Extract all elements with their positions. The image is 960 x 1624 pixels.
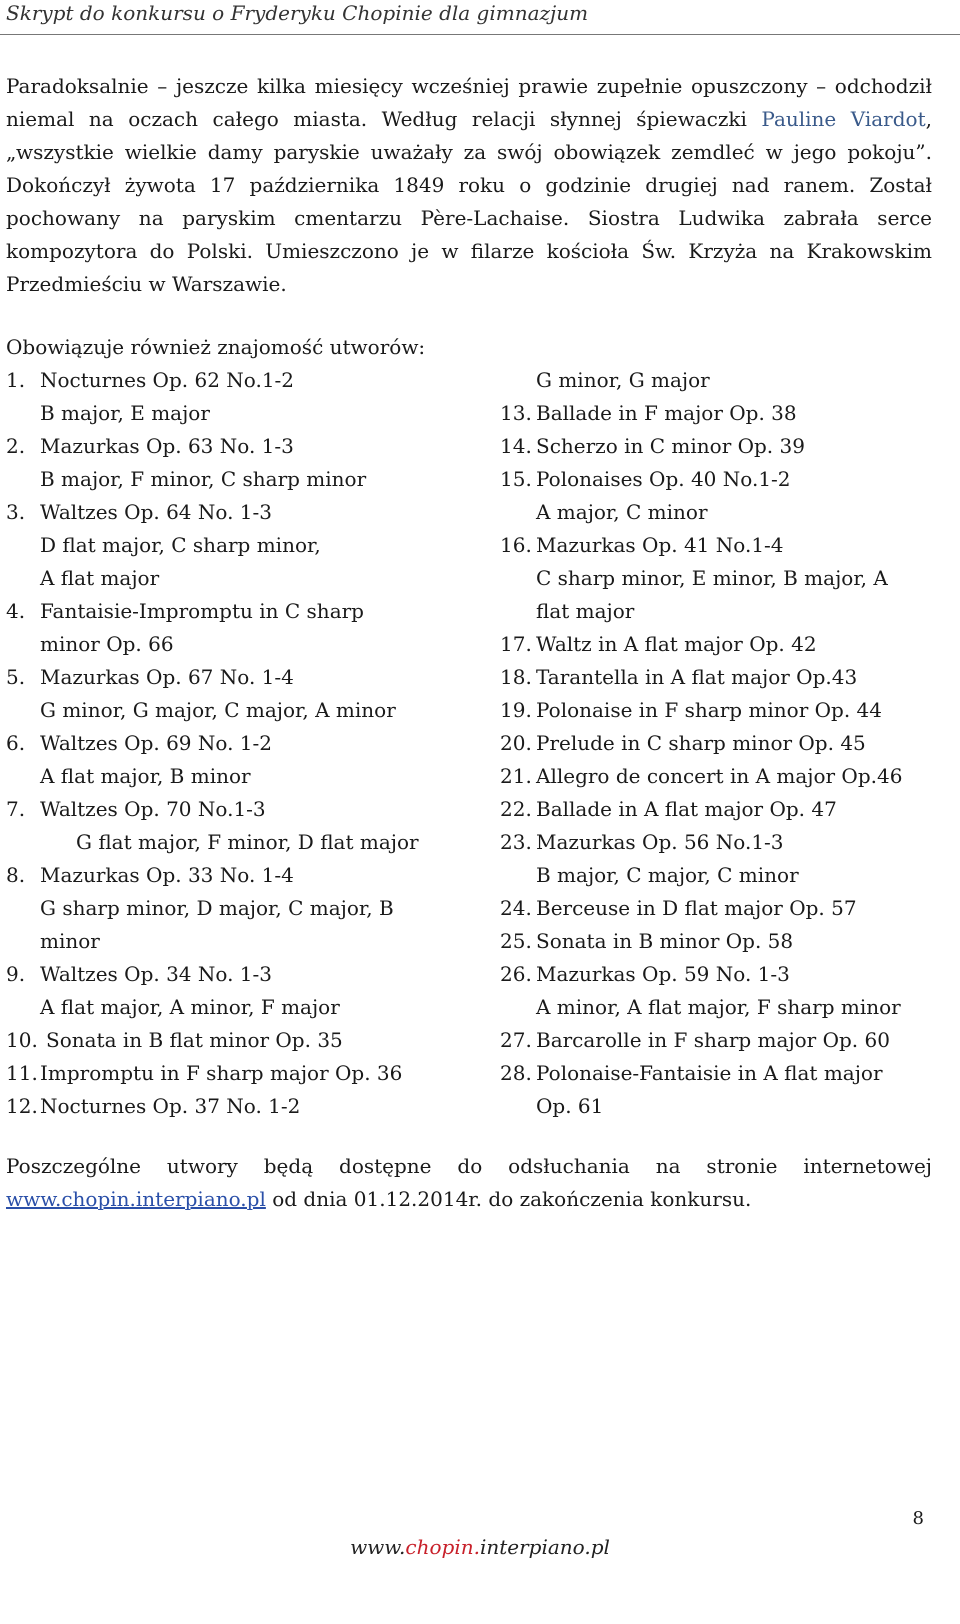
work-number: 15. [500, 467, 532, 491]
work-list-item [500, 529, 940, 562]
work-list-item [6, 727, 486, 760]
work-list-item [6, 1057, 486, 1090]
work-number: 14. [500, 434, 532, 458]
work-list-item [6, 463, 486, 496]
work-title: Barcarolle in F sharp major Op. 60 [536, 1028, 890, 1052]
work-title: Fantaisie-Impromptu in C sharp [40, 599, 364, 623]
work-list-item [500, 1090, 940, 1123]
work-title: Mazurkas Op. 33 No. 1-4 [40, 863, 294, 887]
work-list-item [500, 463, 940, 496]
work-title: Waltzes Op. 69 No. 1-2 [40, 731, 273, 755]
work-list-item [500, 364, 940, 397]
work-title: Waltzes Op. 64 No. 1-3 [40, 500, 273, 524]
work-title: Allegro de concert in A major Op.46 [536, 764, 903, 788]
work-list-item [500, 991, 940, 1024]
work-title: Waltzes Op. 34 No. 1-3 [40, 962, 273, 986]
footer-url [0, 1535, 960, 1559]
work-title: A flat major, A minor, F major [40, 995, 340, 1019]
work-title: G sharp minor, D major, C major, B [40, 896, 394, 920]
work-title: D flat major, C sharp minor, [40, 533, 321, 557]
document-header: Skrypt do konkursu o Fryderyku Chopinie dla gimnazjum [6, 1, 589, 25]
person-name: Pauline Viardot [761, 107, 926, 131]
work-number: 17. [500, 632, 532, 656]
work-number: 6. [6, 731, 26, 755]
work-list-item [500, 727, 940, 760]
work-list-item [500, 760, 940, 793]
work-list-item [6, 529, 486, 562]
work-title: C sharp minor, E minor, B major, A [536, 566, 888, 590]
work-list-item [500, 661, 940, 694]
work-list-item [500, 859, 940, 892]
work-list-item [6, 991, 486, 1024]
intro-text-2: , „wszystkie wielkie damy paryskie uważały za swój obowiązek zemdleć w jego pokoju”. Dokończył żywota 17 października 1849 roku o godzinie drugiej nad ranem. Został pochowany na paryskim cmentarzu Père-Lachaise. Siostra Ludwika zabrała serce kompozytora do Polski. Umieszczono je w filarze kościoła Św. Krzyża na Krakowskim Przedmieściu w Warszawie. [6, 107, 932, 296]
work-number: 16. [500, 533, 532, 557]
work-list-item [6, 661, 486, 694]
work-number: 13. [500, 401, 532, 425]
work-number: 21. [500, 764, 532, 788]
header-divider [0, 34, 960, 35]
work-title: minor Op. 66 [40, 632, 174, 656]
work-list-item [500, 958, 940, 991]
work-list-item [6, 694, 486, 727]
work-number: 19. [500, 698, 532, 722]
work-list-item [6, 1024, 486, 1057]
work-title: Ballade in A flat major Op. 47 [536, 797, 837, 821]
work-title: Polonaises Op. 40 No.1-2 [536, 467, 791, 491]
work-list-item [6, 826, 486, 859]
work-title: Polonaise in F sharp minor Op. 44 [536, 698, 883, 722]
work-list-item [500, 496, 940, 529]
work-title: Waltz in A flat major Op. 42 [536, 632, 817, 656]
work-number: 23. [500, 830, 532, 854]
work-title: Waltzes Op. 70 No.1-3 [40, 797, 266, 821]
work-number: 9. [6, 962, 26, 986]
work-number: 11. [6, 1061, 38, 1085]
work-list-item [6, 562, 486, 595]
work-title: Mazurkas Op. 67 No. 1-4 [40, 665, 294, 689]
work-title: Op. 61 [536, 1094, 604, 1118]
work-number: 3. [6, 500, 26, 524]
work-number: 8. [6, 863, 26, 887]
work-number: 1. [6, 368, 26, 392]
work-title: G minor, G major, C major, A minor [40, 698, 396, 722]
work-title: Nocturnes Op. 62 No.1-2 [40, 368, 295, 392]
closing-text-2: od dnia 01.12.2014r. do zakończenia konkursu. [265, 1187, 752, 1211]
work-title: Polonaise-Fantaisie in A flat major [536, 1061, 883, 1085]
website-link[interactable]: www.chopin.interpiano.pl [6, 1187, 266, 1211]
work-list-item [6, 958, 486, 991]
work-title: Mazurkas Op. 56 No.1-3 [536, 830, 784, 854]
work-title: A flat major [40, 566, 160, 590]
footer-url-suffix: interpiano.pl [479, 1535, 610, 1559]
work-number: 26. [500, 962, 532, 986]
work-list-item [6, 595, 486, 628]
work-number: 20. [500, 731, 532, 755]
work-title: Sonata in B flat minor Op. 35 [46, 1028, 343, 1052]
work-title: minor [40, 929, 100, 953]
work-title: Impromptu in F sharp major Op. 36 [40, 1061, 403, 1085]
work-title: Mazurkas Op. 63 No. 1-3 [40, 434, 294, 458]
work-number: 28. [500, 1061, 532, 1085]
work-list-item [500, 793, 940, 826]
work-list-item [500, 430, 940, 463]
work-list-item [500, 892, 940, 925]
work-list-item [500, 826, 940, 859]
work-list-item [6, 760, 486, 793]
work-list-item [6, 1090, 486, 1123]
work-title: Mazurkas Op. 41 No.1-4 [536, 533, 784, 557]
footer-url-prefix: www. [350, 1535, 406, 1559]
work-number: 25. [500, 929, 532, 953]
footer-url-brand: chopin. [405, 1535, 480, 1559]
work-list-item [500, 1057, 940, 1090]
closing-paragraph [6, 1150, 932, 1216]
work-number: 10. [6, 1028, 38, 1052]
work-title: Prelude in C sharp minor Op. 45 [536, 731, 866, 755]
work-list-item [500, 1024, 940, 1057]
work-title: G flat major, F minor, D flat major [76, 830, 419, 854]
work-list-item [6, 925, 486, 958]
work-title: A flat major, B minor [40, 764, 251, 788]
work-number: 5. [6, 665, 26, 689]
work-list-item [500, 628, 940, 661]
work-title: Nocturnes Op. 37 No. 1-2 [40, 1094, 301, 1118]
work-list-item [6, 628, 486, 661]
work-title: Berceuse in D flat major Op. 57 [536, 896, 857, 920]
work-title: Sonata in B minor Op. 58 [536, 929, 794, 953]
work-number: 22. [500, 797, 532, 821]
work-list-item [6, 793, 486, 826]
works-list-left [6, 364, 486, 1123]
work-list-item [6, 397, 486, 430]
work-title: Scherzo in C minor Op. 39 [536, 434, 805, 458]
work-number: 7. [6, 797, 26, 821]
work-number: 2. [6, 434, 26, 458]
work-list-item [6, 859, 486, 892]
work-title: B major, C major, C minor [536, 863, 799, 887]
work-title: A major, C minor [536, 500, 708, 524]
work-list-item [500, 595, 940, 628]
work-title: A minor, A flat major, F sharp minor [536, 995, 901, 1019]
works-list-right [500, 364, 940, 1123]
intro-text-1: Paradoksalnie – jeszcze kilka miesięcy wcześniej prawie zupełnie opuszczony – odchodził niemal na oczach całego miasta. Według relacji słynnej śpiewaczki [6, 74, 932, 131]
work-title: B major, E major [40, 401, 210, 425]
works-heading: Obowiązuje również znajomość utworów: [6, 335, 426, 359]
work-list-item [500, 397, 940, 430]
work-list-item [6, 892, 486, 925]
page-number: 8 [912, 1508, 924, 1529]
closing-text-1: Poszczególne utwory będą dostępne do odsłuchania na stronie internetowej [6, 1154, 932, 1178]
work-number: 18. [500, 665, 532, 689]
work-title: flat major [536, 599, 635, 623]
work-title: Ballade in F major Op. 38 [536, 401, 797, 425]
work-list-item [6, 430, 486, 463]
intro-paragraph [6, 70, 932, 301]
work-title: Mazurkas Op. 59 No. 1-3 [536, 962, 790, 986]
work-number: 12. [6, 1094, 38, 1118]
work-number: 4. [6, 599, 26, 623]
work-list-item [500, 562, 940, 595]
work-number: 27. [500, 1028, 532, 1052]
work-title: B major, F minor, C sharp minor [40, 467, 367, 491]
work-list-item [6, 364, 486, 397]
work-list-item [6, 496, 486, 529]
work-title: Tarantella in A flat major Op.43 [536, 665, 858, 689]
work-list-item [500, 925, 940, 958]
work-list-item [500, 694, 940, 727]
work-number: 24. [500, 896, 532, 920]
work-title: G minor, G major [536, 368, 710, 392]
